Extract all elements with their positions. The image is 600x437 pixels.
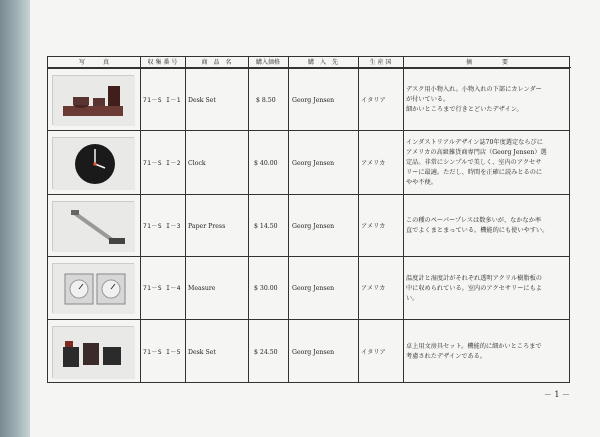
header-photo: 写 真 xyxy=(48,57,140,68)
header-summary: 摘 要 xyxy=(403,57,571,68)
summary xyxy=(406,69,570,131)
collection-number: 71－S I－3 xyxy=(143,222,181,230)
page-number: － 1 － xyxy=(543,390,570,399)
collection-number: 71－S I－2 xyxy=(143,159,181,167)
measure-photo xyxy=(52,263,134,313)
summary-line: この種のペーパープレスは数多いが、なかなか率 xyxy=(406,217,542,224)
vendor: Georg Jensen xyxy=(292,159,335,167)
purchase-price: $ 24.50 xyxy=(254,348,278,356)
country: アメリカ xyxy=(361,222,386,230)
summary-line: 卓上用文房具セット。機能的に細かいところまで xyxy=(406,343,542,350)
summary-line: 温度計と湿度計がそれぞれ透明アクリル樹脂板の xyxy=(406,274,542,282)
summary xyxy=(406,320,570,384)
product-name: Clock xyxy=(188,159,206,167)
country: イタリア xyxy=(361,96,386,104)
summary xyxy=(406,195,570,257)
summary-line: 考慮されたデザインである。 xyxy=(406,353,487,360)
product-name: Paper Press xyxy=(188,222,226,230)
desk-set-photo xyxy=(52,75,134,125)
product-name: Desk Set xyxy=(188,96,216,104)
header-name: 商 品 名 xyxy=(185,57,248,68)
thermometer-hygrometer-icon xyxy=(53,264,135,314)
summary-line: が付いている。 xyxy=(406,96,450,103)
summary-line: アメリカの高級雑貨商専門店（Georg Jensen）選 xyxy=(406,149,547,156)
table-row xyxy=(48,68,569,131)
desk-set-icon xyxy=(53,327,135,379)
vendor: Georg Jensen xyxy=(292,348,335,356)
summary-line: デスク用小物入れ。小物入れの下部にカレンダー xyxy=(406,86,542,93)
summary-line: 直でよくまとまっている。機能的にも使いやすい。 xyxy=(406,227,549,234)
desk-set-icon xyxy=(53,76,135,126)
binder-spine xyxy=(0,0,30,437)
header-price: 購入価格 xyxy=(248,57,288,68)
paper-press-icon xyxy=(53,202,135,252)
country: アメリカ xyxy=(361,159,386,167)
purchase-price: $ 40.00 xyxy=(254,159,278,167)
purchase-price: $ 14.50 xyxy=(254,222,278,230)
summary-line: 細かいところまで行きとどいたデザイン。 xyxy=(406,106,523,113)
product-table xyxy=(47,56,570,383)
country: アメリカ xyxy=(361,285,386,292)
product-name: Desk Set xyxy=(188,348,216,356)
desk-set-2-photo xyxy=(52,326,134,378)
header-id: 収 集 番 号 xyxy=(140,57,185,68)
summary-line: 中に収められている。室内のアクセサリーにもよ xyxy=(406,284,542,292)
summary-line: い。 xyxy=(406,294,419,302)
collection-number: 71－S I－5 xyxy=(143,348,181,356)
paper-press-photo xyxy=(52,201,134,251)
table-row xyxy=(48,256,569,320)
vendor: Georg Jensen xyxy=(292,96,335,104)
vendor: Georg Jensen xyxy=(292,222,335,230)
clock-photo xyxy=(52,137,134,189)
collection-number: 71－S I－4 xyxy=(143,285,181,292)
summary-line: 定品。非常にシンプルで美しく、室内のアクセサ xyxy=(406,159,542,166)
table-row xyxy=(48,194,569,257)
purchase-price: $ 30.00 xyxy=(254,285,278,292)
summary-line: インダストリアルデザイン誌70年度選定ならびに xyxy=(406,139,543,146)
header-vendor: 購 入 先 xyxy=(288,57,358,68)
collection-number: 71－S I－1 xyxy=(143,96,181,104)
summary xyxy=(406,257,570,320)
summary xyxy=(406,131,570,195)
purchase-price: $ 8.50 xyxy=(256,96,276,104)
country: イタリア xyxy=(361,348,386,356)
clock-icon xyxy=(53,138,135,190)
header-country: 生 産 国 xyxy=(358,57,403,68)
summary-line: リーに最適。ただし、時間を正確に読みとるのに xyxy=(406,169,543,176)
summary-line: やや不便。 xyxy=(406,179,437,186)
vendor: Georg Jensen xyxy=(292,285,335,292)
product-name: Measure xyxy=(188,285,216,292)
table-row xyxy=(48,130,569,195)
table-row xyxy=(48,319,569,384)
